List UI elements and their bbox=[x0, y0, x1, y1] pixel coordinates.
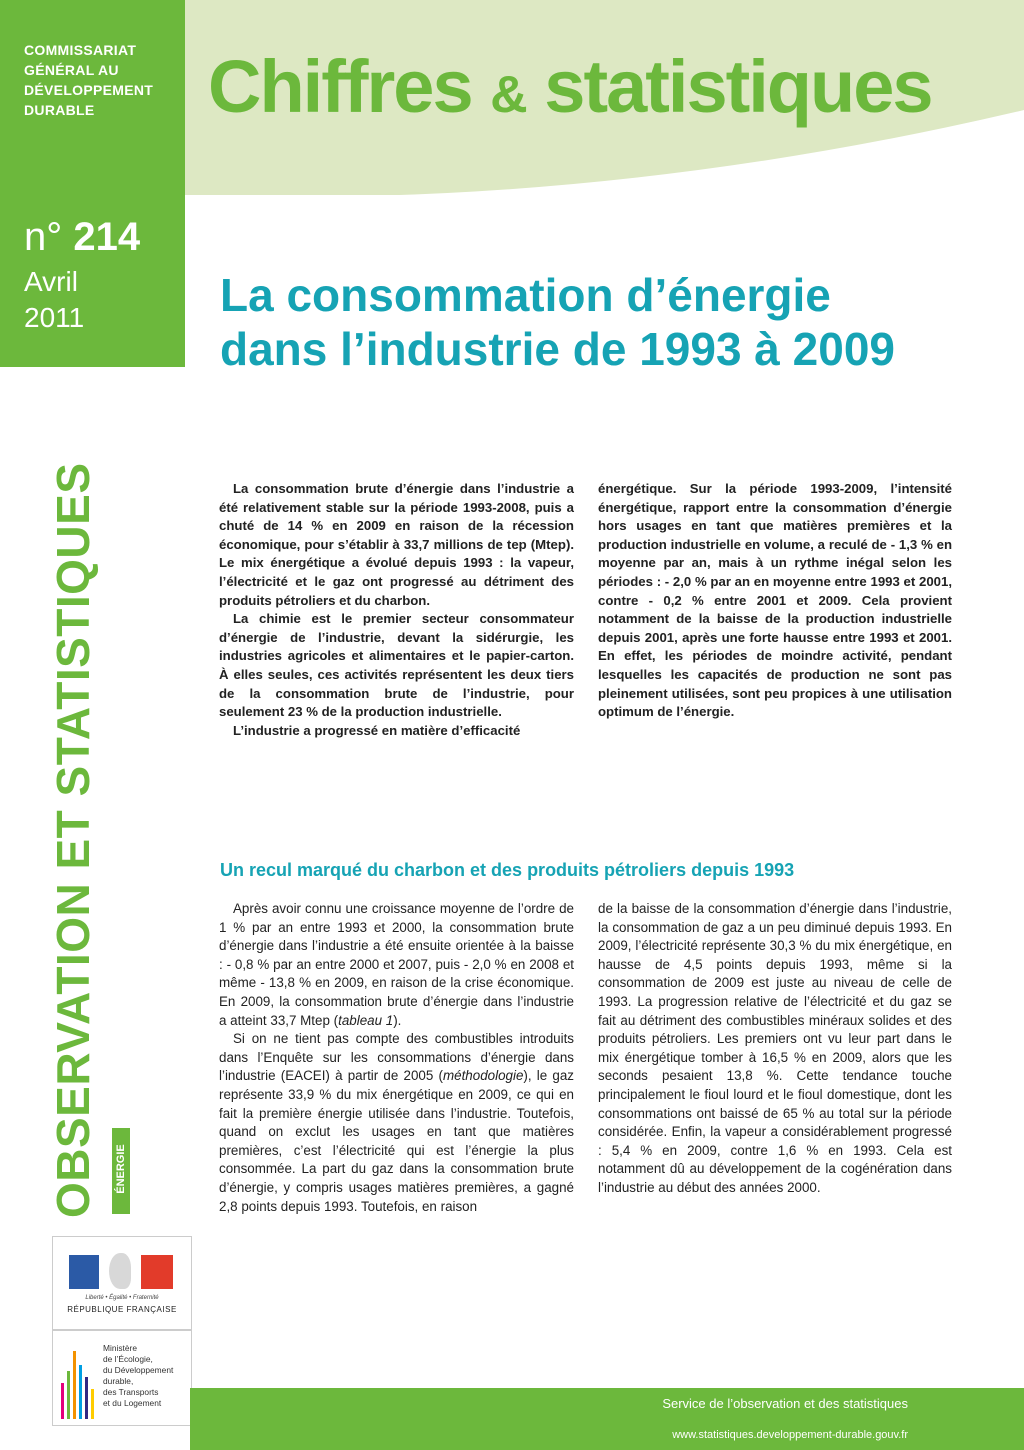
organization-line: DÉVELOPPEMENT bbox=[24, 82, 154, 98]
issue-month: Avril bbox=[24, 266, 78, 297]
organization-line: COMMISSARIAT bbox=[24, 42, 137, 58]
flag-blue-band bbox=[69, 1255, 99, 1289]
body-paragraph bbox=[219, 900, 574, 1030]
ministry-bars-icon bbox=[59, 1343, 99, 1421]
republic-logo bbox=[52, 1236, 192, 1330]
issue-prefix: n° bbox=[24, 215, 63, 259]
theme-tag: ÉNERGIE bbox=[115, 1144, 127, 1194]
title-line: dans l’industrie de 1993 à 2009 bbox=[220, 323, 895, 375]
issue-year: 2011 bbox=[24, 302, 85, 333]
brand-part-1: Chiffres bbox=[208, 45, 472, 128]
intro-paragraph: La chimie est le premier secteur consommateur d’énergie de l’industrie, devant la sidérurgie, les industries agricoles et alimentaires et le papier-carton. À elles seules, ces activités représentent les deux tiers de la consommation brute de l’industrie, pour seulement 23 % de la production industrielle. bbox=[219, 611, 574, 720]
body-text: ). bbox=[393, 1012, 402, 1028]
ministry-line: des Transports bbox=[103, 1387, 159, 1397]
footer-band bbox=[190, 1388, 1024, 1450]
intro-paragraph: La consommation brute d’énergie dans l’industrie a été relativement stable sur la période 1993-2008, puis a chuté de 14 % en 2009 en raison de la récession économique, pour s’établir à 33,7 millions de tep (Mtep). Le mix énergétique a évolué depuis 1993 : la vapeur, l’électricité et le gaz ont progressé au détriment des produits pétroliers et du charbon. bbox=[219, 481, 574, 608]
organization-name bbox=[24, 40, 153, 120]
footer-service-name: Service de l’observation et des statistiques bbox=[662, 1396, 908, 1411]
ministry-line: de l’Écologie, bbox=[103, 1354, 153, 1364]
page-title bbox=[220, 268, 1000, 376]
ministry-line: et du Logement bbox=[103, 1398, 162, 1408]
section-heading: Un recul marqué du charbon et des produits pétroliers depuis 1993 bbox=[220, 860, 795, 880]
marianne-icon bbox=[109, 1253, 131, 1289]
brand-part-2: statistiques bbox=[544, 45, 932, 128]
ministry-name bbox=[103, 1343, 191, 1409]
body-text: Après avoir connu une croissance moyenne de l’ordre de 1 % par an entre 1993 et 2000, la consommation brute d’énergie dans l’industrie a été ensuite orientée à la baisse : - 0,8 % par an entre 2000 et 2007, puis - 2,0 % en 2008 et même - 13,8 % en 2009, en raison de la crise économique. En 2009, la consommation brute d’énergie dans l’industrie a atteint 33,7 Mtep ( bbox=[219, 901, 574, 1028]
vertical-series-label: OBSERVATION ET STATISTIQUES bbox=[47, 462, 99, 1218]
footer-url-link[interactable]: www.statistiques.developpement-durable.gouv.fr bbox=[672, 1429, 908, 1441]
body-left-column bbox=[219, 900, 574, 1216]
republic-name: RÉPUBLIQUE FRANÇAISE bbox=[67, 1305, 177, 1314]
flag-red-band bbox=[141, 1255, 173, 1289]
intro-right-column bbox=[598, 480, 952, 722]
table-reference: tableau 1 bbox=[338, 1012, 394, 1028]
body-paragraph: de la baisse de la consommation d’énergie dans l’industrie, la consommation de gaz a un peu diminué depuis 1993. En 2009, l’électricité représente 30,3 % du mix énergétique, en hausse de 4,5 points depuis 1993, même si la consommation de 2009 est juste au niveau de celle de 1993. La progression relative de l’électricité et du gaz se fait au détriment des combustibles minéraux solides et des produits pétroliers. Les premiers ont vu leur part dans le mix énergétique tomber à 16,5 % en 2009, alors que les seconds pesaient 13,8 %. Cette tendance touche principalement le fioul lourd et le fioul domestique, dont les consommations ont baissé de 65 % au total sur la période considérée. Enfin, la vapeur a considérablement progressé : 5,4 % en 2009, contre 1,6 % en 1993. Cela est notamment dû au développement de la cogénération dans l’industrie au début des années 2000. bbox=[598, 901, 952, 1195]
body-text: ), le gaz représente 33,9 % du mix énergétique en 2009, ce qui en fait la première énergie utilisée dans l’industrie. Toutefois, quand on exclut les usages en tant que matières premières, c’est l’électricité qui est l’énergie la plus consommée. La part du gaz dans la consommation brute d’énergie, y compris usages matières premières, a gagné 2,8 points depuis 1993. Toutefois, en raison bbox=[219, 1068, 574, 1214]
brand-ampersand: & bbox=[490, 66, 526, 124]
issue-number bbox=[24, 214, 140, 260]
ministry-line: Ministère bbox=[103, 1343, 137, 1353]
methodology-reference: méthodologie bbox=[442, 1068, 524, 1084]
organization-line: GÉNÉRAL AU bbox=[24, 62, 119, 78]
intro-paragraph: énergétique. Sur la période 1993-2009, l’intensité énergétique, rapport entre la consommation d’énergie hors usages en tant que matières premières et la production industrielle en volume, a reculé de - 1,3 % en moyenne par an, mais à un rythme inégal selon les périodes : - 2,0 % par an en moyenne entre 1993 et 2001, contre - 0,2 % entre 2001 et 2009. Cela provient notamment de la baisse de la production industrielle depuis 2001, après une forte hausse entre 1993 et 2001. En effet, les périodes de moindre activité, pendant lesquelles les capacités de production ne sont pas pleinement utilisées, sont peu propices à une utilisation optimum de l’énergie. bbox=[598, 481, 952, 720]
republic-motto: Liberté • Égalité • Fraternité bbox=[85, 1295, 159, 1301]
issue-number-value: 214 bbox=[73, 215, 141, 259]
body-text: Si on ne tient pas compte des combustibles introduits dans l’Enquête sur les consommations d’énergie dans l’industrie (EACEI) à partir de 2005 ( bbox=[219, 1031, 574, 1084]
title-line: La consommation d’énergie bbox=[220, 269, 831, 321]
publication-brand bbox=[208, 42, 932, 140]
intro-left-column bbox=[219, 480, 574, 740]
ministry-line: durable, bbox=[103, 1376, 134, 1386]
ministry-line: du Développement bbox=[103, 1365, 174, 1375]
body-right-column bbox=[598, 900, 952, 1198]
body-paragraph bbox=[219, 1030, 574, 1216]
ministry-logo bbox=[52, 1330, 192, 1426]
intro-paragraph: L’industrie a progressé en matière d’efficacité bbox=[233, 722, 521, 738]
organization-line: DURABLE bbox=[24, 102, 95, 118]
